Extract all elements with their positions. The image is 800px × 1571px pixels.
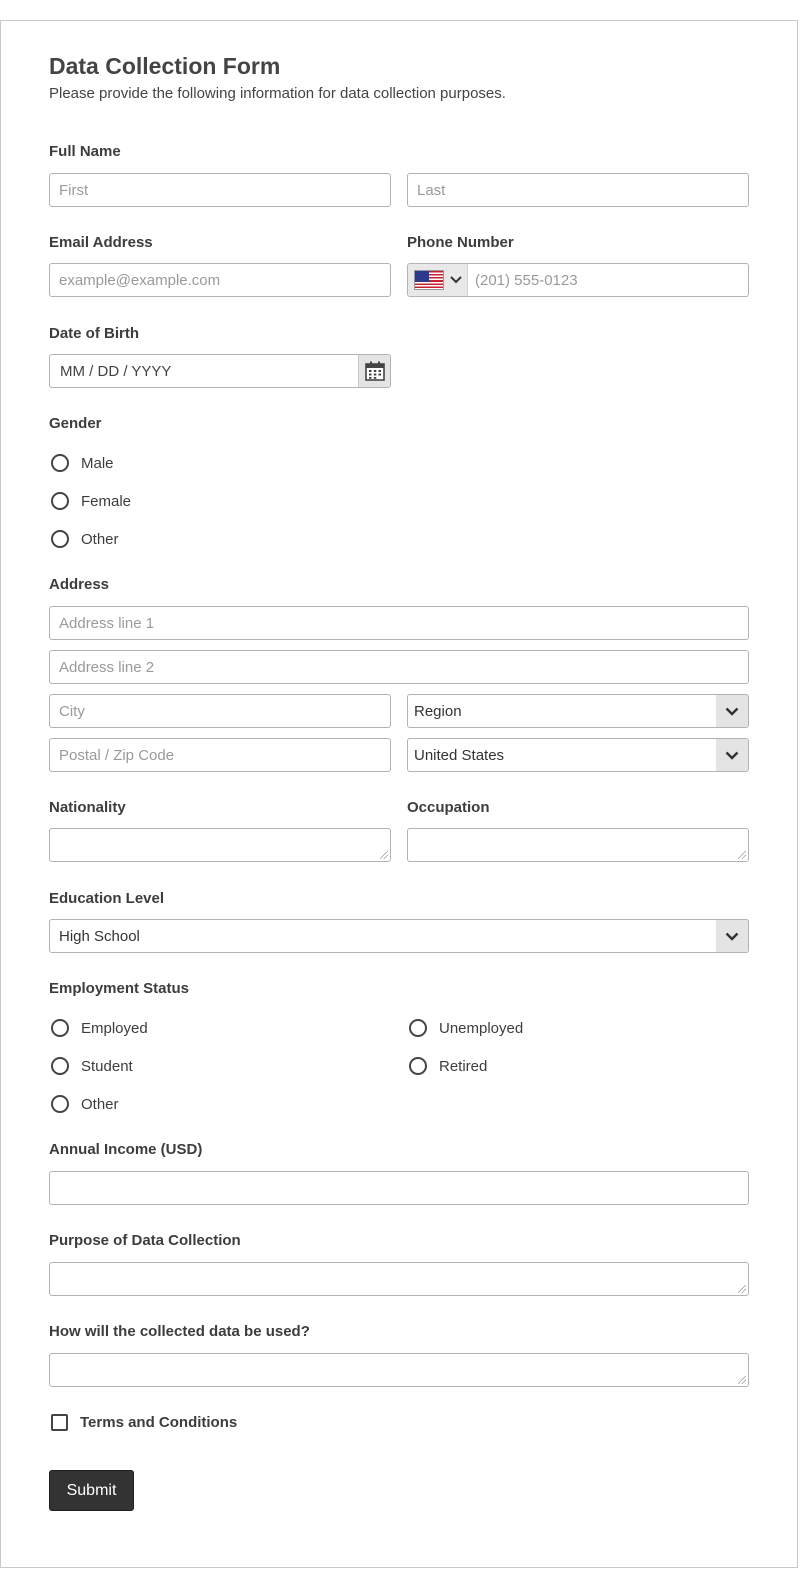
dob-input[interactable] — [49, 354, 391, 388]
radio-label: Student — [81, 1057, 133, 1075]
form-title: Data Collection Form — [49, 53, 281, 79]
region-select-arrow[interactable] — [716, 695, 748, 727]
submit-button[interactable]: Submit — [49, 1470, 134, 1511]
terms-label: Terms and Conditions — [80, 1414, 238, 1431]
radio-button[interactable] — [409, 1057, 427, 1075]
resize-grip-icon[interactable] — [738, 1376, 746, 1384]
chevron-down-icon — [450, 276, 462, 284]
phone-label: Phone Number — [407, 234, 514, 251]
radio-label: Employed — [81, 1019, 148, 1037]
occupation-label: Occupation — [407, 799, 490, 816]
nationality-label: Nationality — [49, 799, 126, 816]
dob-label: Date of Birth — [49, 325, 139, 342]
address-line2-input[interactable]: Address line 2 — [49, 650, 749, 684]
radio-button[interactable] — [51, 530, 69, 548]
region-select-value: Region — [414, 702, 462, 720]
chevron-down-icon — [725, 751, 739, 760]
radio-button[interactable] — [51, 454, 69, 472]
employment-option-retired[interactable] — [409, 1057, 487, 1075]
employment-option-other[interactable] — [51, 1095, 119, 1113]
city-input[interactable]: City — [49, 694, 391, 728]
purpose-textarea[interactable] — [49, 1262, 749, 1296]
purpose-label: Purpose of Data Collection — [49, 1232, 241, 1249]
gender-option-other[interactable] — [51, 530, 119, 548]
address-label: Address — [49, 576, 110, 593]
first-name-input[interactable]: First — [49, 173, 391, 207]
radio-label: Other — [81, 530, 119, 548]
radio-label: Other — [81, 1095, 119, 1113]
calendar-icon — [365, 361, 385, 381]
terms-checkbox[interactable] — [51, 1414, 68, 1431]
email-label: Email Address — [49, 234, 153, 251]
resize-grip-icon[interactable] — [380, 851, 388, 859]
gender-option-female[interactable] — [51, 492, 131, 510]
phone-input[interactable] — [407, 263, 749, 297]
phone-placeholder: (201) 555-0123 — [475, 271, 578, 289]
education-select[interactable] — [49, 919, 749, 953]
radio-label: Female — [81, 492, 132, 510]
country-select-value: United States — [414, 746, 505, 764]
country-select-arrow[interactable] — [716, 739, 748, 771]
gender-label: Gender — [49, 415, 102, 432]
radio-button[interactable] — [51, 1057, 69, 1075]
occupation-textarea[interactable] — [407, 828, 749, 862]
radio-button[interactable] — [409, 1019, 427, 1037]
region-select[interactable] — [407, 694, 749, 728]
radio-button[interactable] — [51, 492, 69, 510]
education-select-arrow[interactable] — [716, 920, 748, 952]
chevron-down-icon — [725, 707, 739, 716]
usage-textarea[interactable] — [49, 1353, 749, 1387]
radio-label: Retired — [439, 1057, 488, 1075]
usage-label: How will the collected data be used? — [49, 1323, 310, 1340]
employment-label: Employment Status — [49, 980, 190, 997]
last-name-input[interactable]: Last — [407, 173, 749, 207]
country-select[interactable] — [407, 738, 749, 772]
employment-option-unemployed[interactable] — [409, 1019, 523, 1037]
employment-option-employed[interactable] — [51, 1019, 148, 1037]
nationality-textarea[interactable] — [49, 828, 391, 862]
address-line1-input[interactable]: Address line 1 — [49, 606, 749, 640]
income-input[interactable] — [49, 1171, 749, 1205]
calendar-button[interactable] — [358, 355, 390, 387]
us-flag-icon — [414, 270, 444, 290]
income-label: Annual Income (USD) — [49, 1141, 203, 1158]
employment-option-student[interactable] — [51, 1057, 133, 1075]
chevron-down-icon — [725, 932, 739, 941]
radio-button[interactable] — [51, 1019, 69, 1037]
gender-option-male[interactable] — [51, 454, 114, 472]
resize-grip-icon[interactable] — [738, 851, 746, 859]
education-label: Education Level — [49, 890, 165, 907]
postal-code-input[interactable]: Postal / Zip Code — [49, 738, 391, 772]
dob-placeholder: MM / DD / YYYY — [60, 362, 172, 380]
country-code-selector[interactable] — [408, 264, 468, 296]
radio-label: Male — [81, 454, 114, 472]
terms-checkbox-row[interactable] — [51, 1414, 237, 1431]
full-name-label: Full Name — [49, 143, 121, 160]
email-input[interactable]: example@example.com — [49, 263, 391, 297]
form-subtitle: Please provide the following information for data collection purposes. — [49, 85, 506, 102]
radio-label: Unemployed — [439, 1019, 524, 1037]
radio-button[interactable] — [51, 1095, 69, 1113]
resize-grip-icon[interactable] — [738, 1285, 746, 1293]
education-select-value: High School — [59, 927, 140, 945]
